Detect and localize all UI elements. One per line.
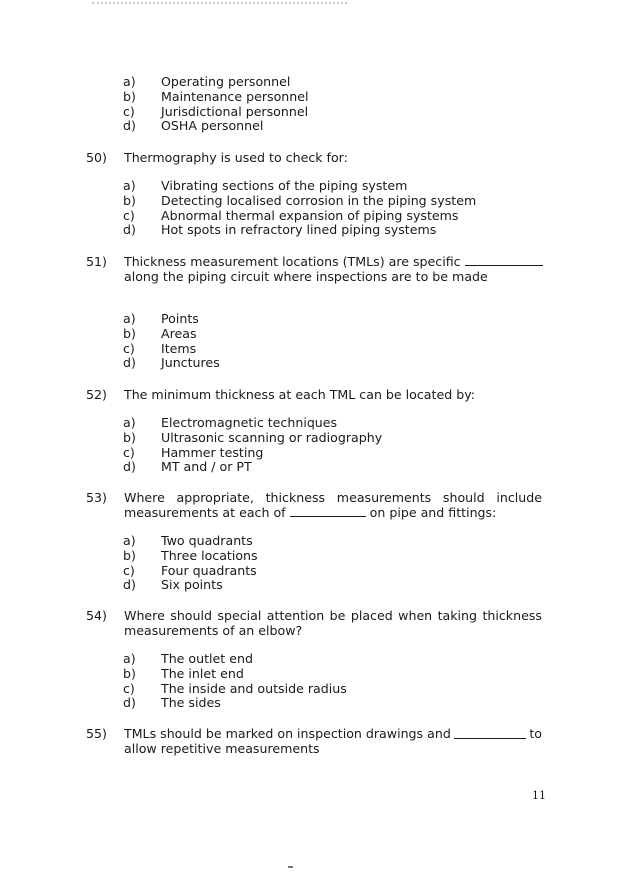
option-text: Ultrasonic scanning or radiography [161, 429, 383, 445]
option-text: The inlet end [161, 665, 244, 681]
question-text-part: measurements at each of [124, 505, 286, 520]
question-text-line: measurements of an elbow? [124, 623, 303, 638]
option-letter: a) [123, 311, 136, 326]
question-word: when [398, 608, 433, 623]
question-number: 55) [86, 726, 107, 741]
question-text-part: TMLs should be marked on inspection drawings and [124, 726, 451, 741]
option-letter: c) [123, 207, 135, 223]
question-text: Thermography is used to check for: [124, 150, 348, 165]
option-text: The inside and outside radius [161, 680, 347, 696]
header-scan-artifact [92, 2, 347, 8]
option-letter: b) [123, 429, 136, 445]
option-text: The sides [161, 695, 221, 711]
option-letter: c) [123, 103, 135, 119]
option-letter: d) [123, 459, 136, 475]
option-letter: d) [123, 355, 136, 371]
option-text: Operating personnel [161, 74, 291, 89]
question-text-line [124, 490, 542, 505]
question-word: special [217, 608, 262, 623]
option-text: Four quadrants [161, 562, 257, 578]
option-letter: d) [123, 118, 136, 134]
option-text: Three locations [161, 547, 258, 563]
question-word: Where [124, 608, 165, 623]
question-text-line [124, 726, 542, 741]
page-number: 11 [532, 789, 546, 802]
option-letter: a) [123, 415, 136, 430]
option-text: Jurisdictional personnel [161, 103, 309, 119]
question-word: appropriate, [176, 490, 254, 505]
option-letter: c) [123, 562, 135, 578]
option-letter: a) [123, 74, 136, 89]
answer-blank [290, 506, 366, 517]
question-number: 51) [86, 254, 107, 269]
option-text: Abnormal thermal expansion of piping systems [161, 207, 459, 223]
option-letter: c) [123, 340, 135, 356]
question-text-line [124, 608, 542, 623]
option-letter: b) [123, 192, 136, 208]
option-text: Vibrating sections of the piping system [161, 178, 408, 193]
option-text: OSHA personnel [161, 118, 264, 134]
question-text [124, 254, 542, 284]
footer-scan-artifact [288, 866, 293, 868]
question-text [124, 608, 542, 638]
option-text: Areas [161, 325, 197, 341]
question-text-part: on pipe and fittings: [369, 505, 497, 520]
question-word: be [329, 608, 346, 623]
option-text: Six points [161, 577, 223, 593]
question-number: 52) [86, 387, 107, 402]
question-word: attention [266, 608, 325, 623]
question-word: should [170, 608, 212, 623]
option-text: Items [161, 340, 197, 356]
question-word: taking [437, 608, 478, 623]
option-text: Hammer testing [161, 444, 264, 460]
question-text-line: allow repetitive measurements [124, 741, 320, 756]
option-letter: b) [123, 325, 136, 341]
question-word: should [442, 490, 485, 505]
question-text-part: to [529, 726, 542, 741]
option-letter: a) [123, 178, 136, 193]
option-text: Detecting localised corrosion in the piping system [161, 192, 477, 208]
option-letter: c) [123, 680, 135, 696]
option-letter: a) [123, 651, 136, 666]
question-text-line [124, 505, 542, 520]
question-word: measurements [336, 490, 432, 505]
option-letter: b) [123, 547, 136, 563]
question-number: 50) [86, 150, 107, 165]
question-text-line: along the piping circuit where inspections are to be made [124, 269, 488, 284]
question-word: include [496, 490, 542, 505]
question-text: The minimum thickness at each TML can be located by: [124, 387, 475, 402]
option-letter: a) [123, 533, 136, 548]
question-text [124, 726, 542, 756]
question-word: thickness [265, 490, 326, 505]
option-letter: d) [123, 577, 136, 593]
option-letter: d) [123, 222, 136, 238]
option-text: Points [161, 311, 199, 326]
option-text: Hot spots in refractory lined piping systems [161, 222, 437, 238]
option-text: The outlet end [161, 651, 253, 666]
answer-blank [465, 255, 543, 266]
option-letter: c) [123, 444, 135, 460]
option-text: Maintenance personnel [161, 88, 309, 104]
option-text: Junctures [161, 355, 220, 371]
option-letter: b) [123, 665, 136, 681]
question-word: Where [124, 490, 165, 505]
option-letter: d) [123, 695, 136, 711]
option-text: MT and / or PT [161, 459, 252, 475]
option-text: Electromagnetic techniques [161, 415, 338, 430]
question-text [124, 490, 542, 520]
answer-blank [454, 728, 526, 739]
question-number: 54) [86, 608, 107, 623]
question-word: placed [350, 608, 393, 623]
question-text-line: Thickness measurement locations (TMLs) are specific [124, 254, 461, 269]
question-number: 53) [86, 490, 107, 505]
option-letter: b) [123, 88, 136, 104]
option-text: Two quadrants [161, 533, 253, 548]
question-word: thickness [482, 608, 542, 623]
